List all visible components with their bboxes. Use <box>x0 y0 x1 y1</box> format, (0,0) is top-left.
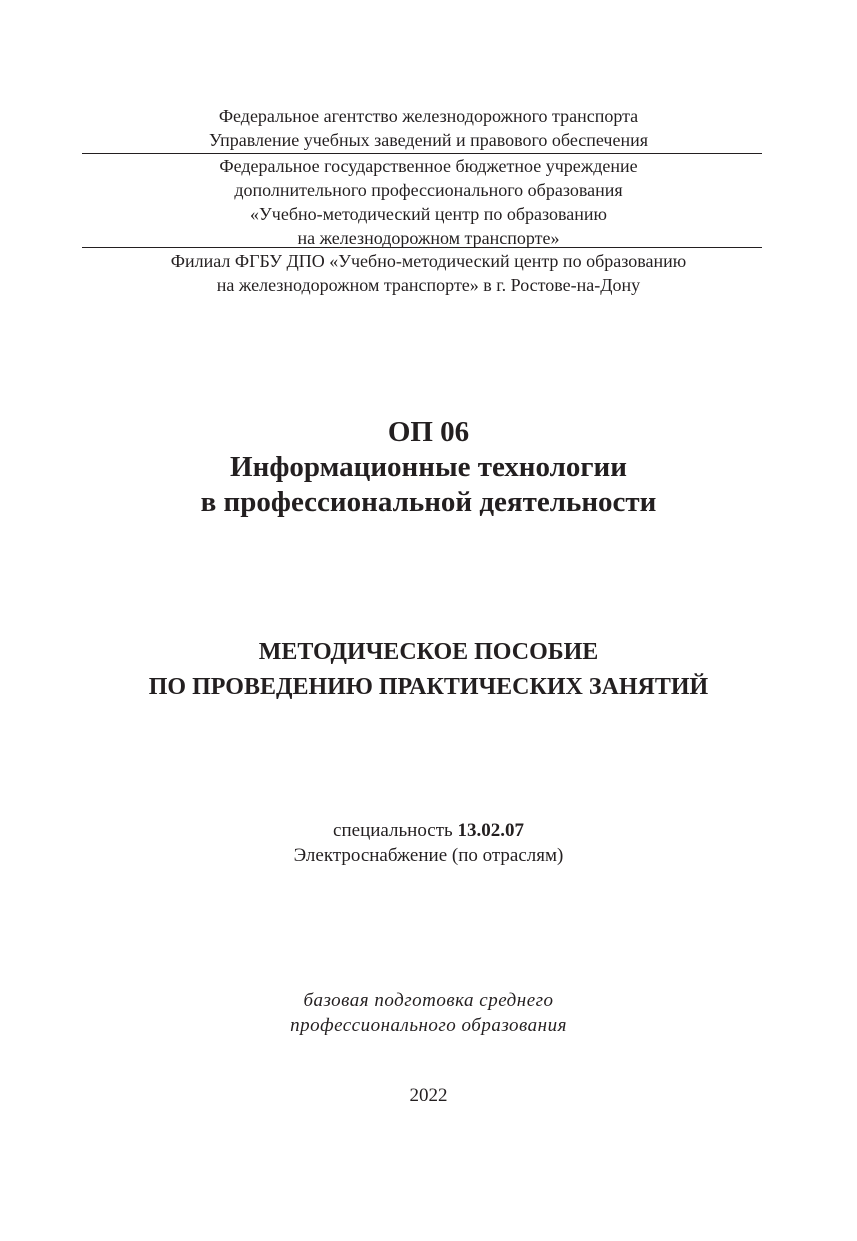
branch-line-2: на железнодорожном транспорте» в г. Ростове-на-Дону <box>216 275 641 295</box>
document-type-line-2: ПО ПРОВЕДЕНИЮ ПРАКТИЧЕСКИХ ЗАНЯТИЙ <box>148 674 709 700</box>
document-type <box>0 635 857 705</box>
institution-line-3: «Учебно-методический центр по образованию <box>250 204 607 224</box>
institution-line-4: на железнодорожном транспорте» <box>297 228 560 248</box>
institution-line-2: дополнительного профессионального образования <box>234 180 623 200</box>
subject-title-line-1: Информационные технологии <box>230 451 627 483</box>
agency-block <box>0 104 857 152</box>
agency-line-1: Федеральное агентство железнодорожного транспорта <box>218 106 639 126</box>
branch-line-1: Филиал ФГБУ ДПО «Учебно-методический центр по образованию <box>170 251 687 271</box>
education-level-line-1: базовая подготовка среднего <box>303 990 554 1011</box>
education-level-line-2: профессионального образования <box>290 1015 567 1036</box>
subject-title <box>0 415 857 520</box>
agency-line-2: Управление учебных заведений и правового обеспечения <box>208 130 649 150</box>
divider-bottom <box>82 247 762 248</box>
specialty-label: специальность <box>333 820 453 841</box>
publication-year: 2022 <box>409 1085 448 1106</box>
document-type-line-1: МЕТОДИЧЕСКОЕ ПОСОБИЕ <box>258 639 599 665</box>
specialty-code: 13.02.07 <box>457 820 524 841</box>
institution-block <box>0 154 857 250</box>
subject-code: ОП 06 <box>387 416 470 448</box>
subject-title-line-2: в профессиональной деятельности <box>200 486 657 518</box>
institution-line-1: Федеральное государственное бюджетное учреждение <box>219 156 638 176</box>
branch-block <box>0 249 857 297</box>
specialty-block <box>0 818 857 868</box>
specialty-name: Электроснабжение (по отраслям) <box>293 845 564 866</box>
education-level <box>0 988 857 1038</box>
specialty-line <box>0 818 857 843</box>
